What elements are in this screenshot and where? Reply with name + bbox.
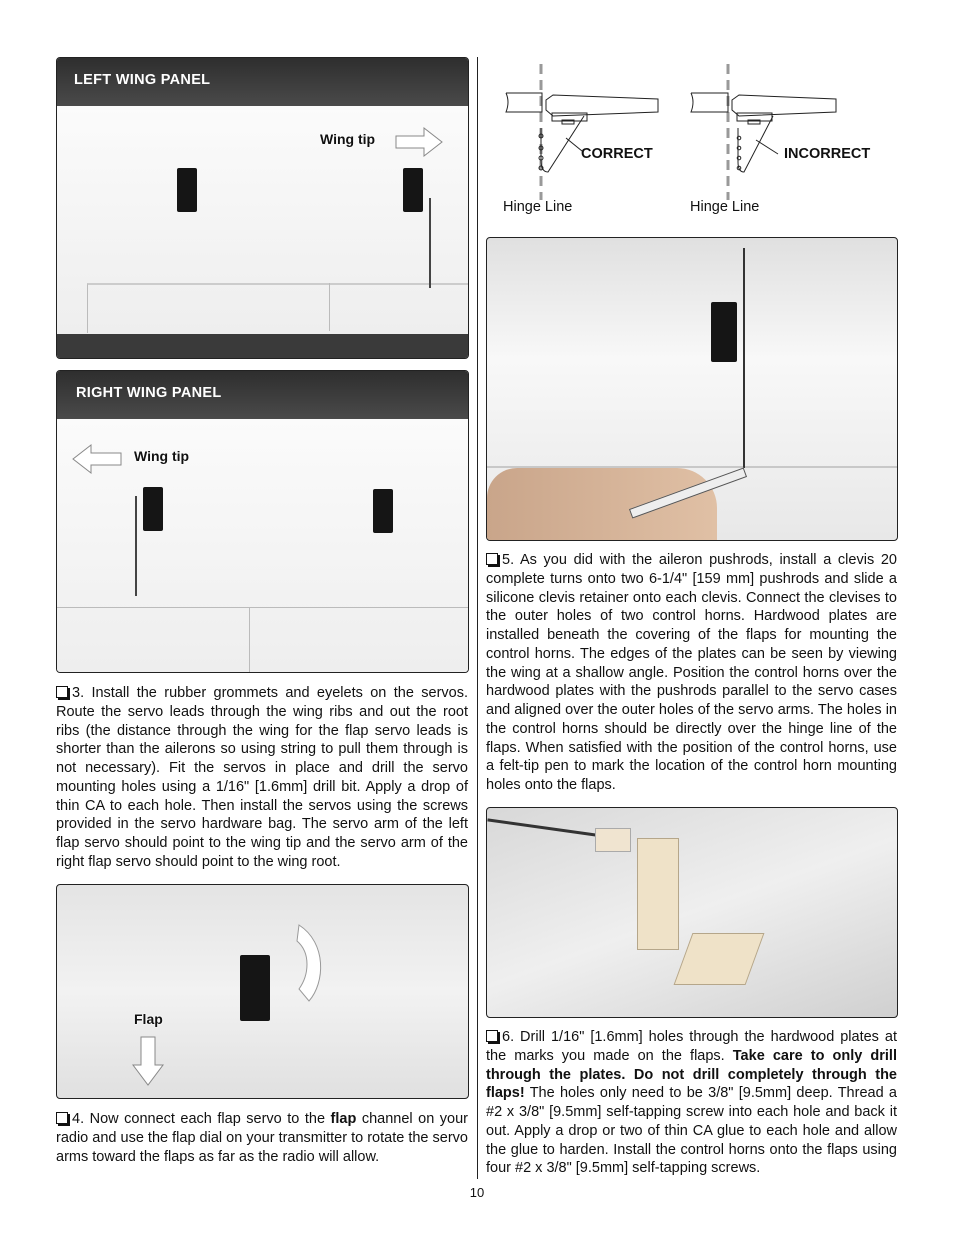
servo	[373, 489, 393, 533]
photo-title: RIGHT WING PANEL	[76, 385, 222, 401]
hand	[487, 468, 717, 540]
checkbox-icon[interactable]	[486, 1030, 498, 1042]
arrow-down-icon	[131, 1035, 165, 1087]
left-wing-panel-photo	[56, 57, 469, 359]
photo-title-band	[57, 58, 468, 106]
hinge-line-label: Hinge Line	[690, 199, 760, 215]
photo-title-band	[57, 371, 468, 419]
column-divider	[477, 57, 478, 1179]
flap-outline	[87, 283, 468, 333]
servo	[240, 955, 270, 1021]
arrow-left-icon	[71, 443, 123, 475]
flap-servo-photo	[56, 884, 469, 1099]
checkbox-icon[interactable]	[486, 553, 498, 565]
servo	[403, 168, 423, 212]
servo	[143, 487, 163, 531]
step-3: 3. Install the rubber grommets and eyelets on the servos. Route the servo leads through the wing ribs and out the root ribs (the distance through the wing for the flap servo leads is shorter than the ailerons so using string to pull them through is not necessary). Fit the servos in place and drill the servo mounting holes using a 1/16" [1.6mm] drill bit. Apply a drop of thin CA to each hole. Then install the servos using the screws provided in the servo hardware bag. The servo arm of the left flap servo should point to the wing tip and the servo arm of the right flap servo should point to the wing root.	[56, 685, 468, 870]
servo	[177, 168, 197, 212]
incorrect-label: INCORRECT	[784, 146, 871, 162]
wing-tip-label: Wing tip	[320, 131, 376, 147]
wing-tip-label: Wing tip	[134, 448, 190, 464]
arrow-right-icon	[394, 126, 444, 158]
step-4: 4. Now connect each flap servo to the flap channel on your radio and use the flap dial on your transmitter to rotate the servo arms toward the flaps as far as the radio will allow.	[56, 1111, 468, 1165]
right-wing-panel-photo	[56, 370, 469, 673]
checkbox-icon[interactable]	[56, 1112, 68, 1124]
correct-label: CORRECT	[581, 146, 653, 162]
marking-horn-photo	[486, 237, 898, 541]
flap-label: Flap	[134, 1011, 163, 1027]
step-5: 5. As you did with the aileron pushrods, install a clevis 20 complete turns onto two 6-1/4" [159 mm] pushrods and slide a silicone clevis retainer onto each clevis. Connect the clevises to the outer holes of two control horns. Hardwood plates are installed beneath the covering of the flaps for mounting the control horns. The edges of the plates can be seen by viewing the wing at a shallow angle. Position the control horns over the hardwood plates with the pushrods parallel to the servo cases and aligned over the outer holes of the servo arms. The holes in the control horns should be directly over the hinge line of the flaps. When satisfied with the position of the control horns, use a felt-tip pen to mark the location of the control horn mounting holes onto the flaps.	[486, 552, 897, 793]
hinge-line-diagram	[486, 60, 897, 200]
servo	[711, 302, 737, 362]
photo-title: LEFT WING PANEL	[74, 72, 211, 88]
rotate-arrow-icon	[279, 923, 329, 1005]
control-horn	[637, 838, 679, 950]
page-number: 10	[469, 1185, 485, 1200]
step-6: 6. Drill 1/16" [1.6mm] holes through the hardwood plates at the marks you made on the flaps. Take care to only drill through the plates. Do not drill completely through the flaps! The holes only need to be 3/8" [9.5mm] deep. Thread a #2 x 3/8" [9.5mm] self-tapping screw into each hole and back it out. Apply a drop or two of thin CA glue to each hole and allow the glue to harden. Install the control horns onto the flaps using four #2 x 3/8" [9.5mm] self-tapping screws.	[486, 1029, 897, 1177]
hinge-line-label: Hinge Line	[503, 199, 573, 215]
control-horn-photo	[486, 807, 898, 1018]
checkbox-icon[interactable]	[56, 686, 68, 698]
